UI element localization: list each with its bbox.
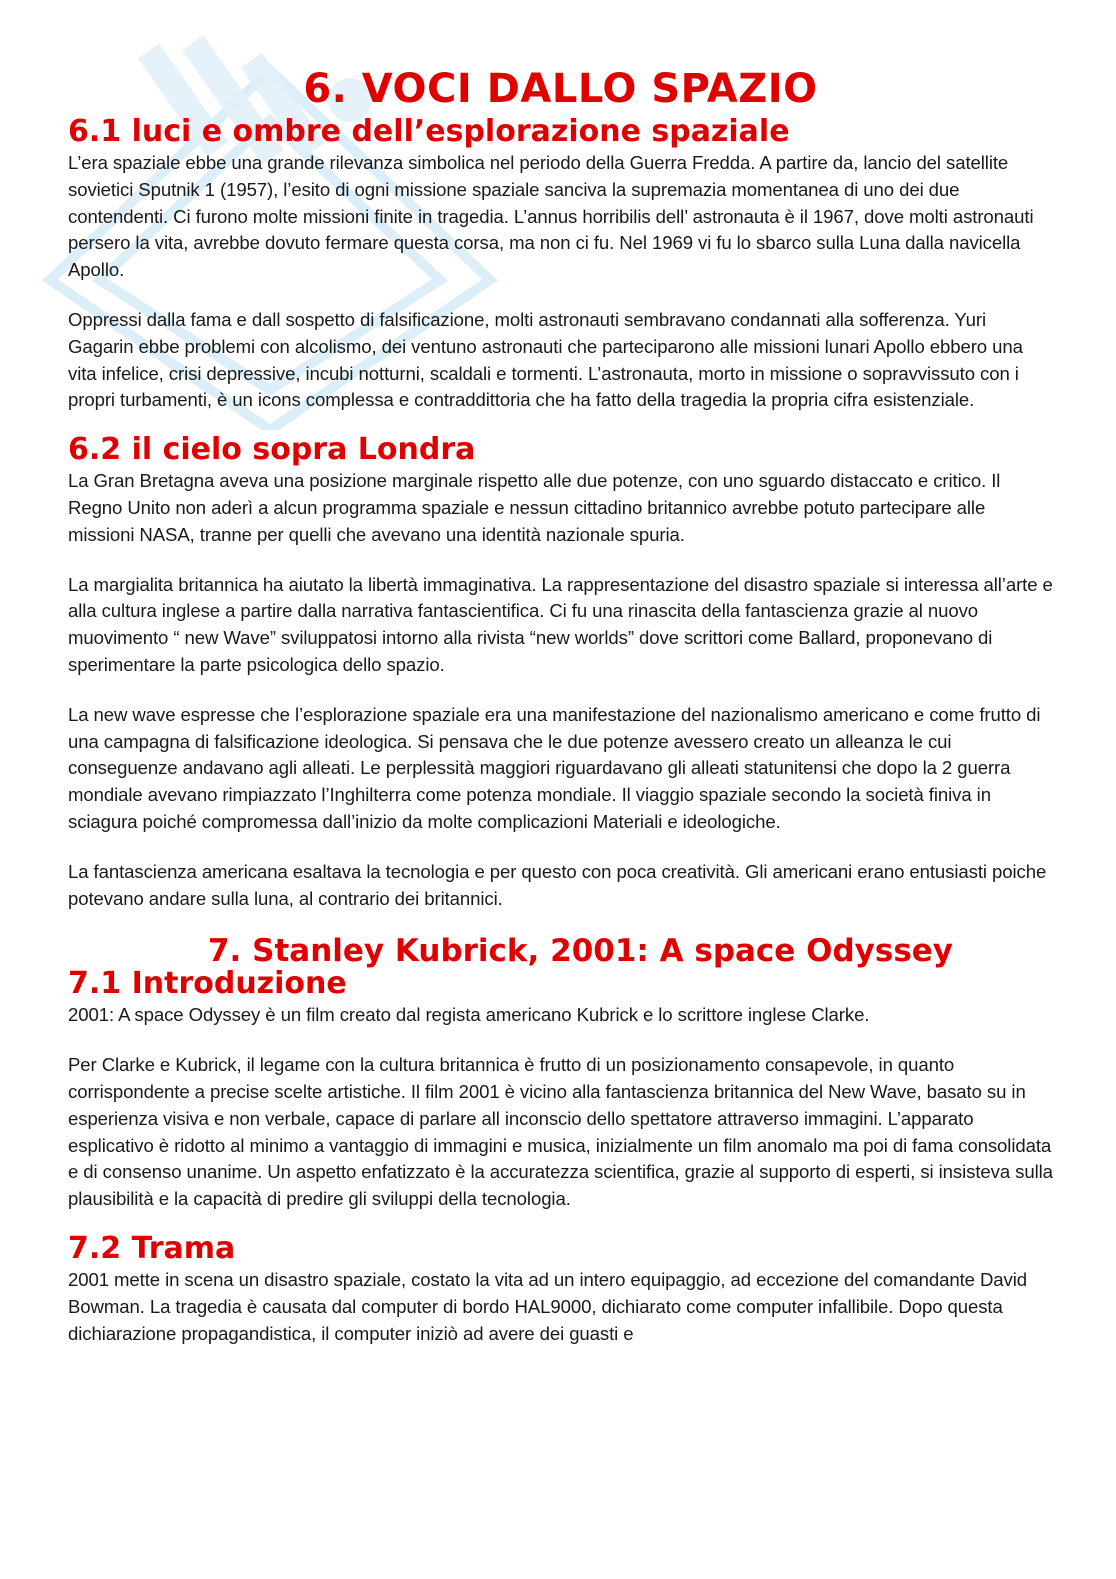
chapter-7-title: 7. Stanley Kubrick, 2001: A space Odyssey: [207, 933, 954, 970]
section-6-2-body: [68, 468, 1053, 912]
paragraph: Per Clarke e Kubrick, il legame con la cultura britannica è frutto di un posizionamento consapevole, in quanto corrispondente a precise scelte artistiche. Il film 2001 è vicino alla fantascienza britannica del New Wave, basato su in esperienza visiva e non verbale, capace di parlare all inconscio dello spettatore attraverso immagini. L’apparato esplicativo è ridotto al minimo a vantaggio di immagini e musica, inizialmente un film anomalo ma poi di fama consolidata e di consenso unanime. Un aspetto enfatizzato è la accuratezza scientifica, grazie al supporto di esperti, si insisteva sulla plausibilità e la capacità di predire gli sviluppi della tecnologia.: [68, 1054, 1053, 1210]
paragraph: La fantascienza americana esaltava la tecnologia e per questo con poca creatività. Gli americani erano entusiasti poiche potevano andare sulla luna, al contrario dei britannici.: [68, 860, 1047, 909]
paragraph: L’era spaziale ebbe una grande rilevanza simbolica nel periodo della Guerra Fredda. A partire da, lancio del satellite sovietici Sputnik 1 (1957), l’esito di ogni missione spaziale sanciva la supremazia momentanea di uno dei due contendenti. Ci furono molte missioni finite in tragedia. L’annus horribilis dell’ astronauta è il 1967, dove molti astronauti persero la vita, avrebbe dovuto fermare questa corsa, ma non ci fu. Nel 1969 vi fu lo sbarco sulla Luna dalla navicella Apollo.: [68, 152, 1034, 281]
section-7-1-title: 7.1 Introduzione: [68, 966, 347, 1002]
section-7-2-title: 7.2 Trama: [68, 1230, 236, 1266]
paragraph: La Gran Bretagna aveva una posizione marginale rispetto alle due potenze, con uno sguardo distaccato e critico. Il Regno Unito non aderì a alcun programma spaziale e nessun cittadino britannico avrebbe potuto partecipare alle missioni NASA, tranne per quelli che avevano una identità nazionale spuria.: [68, 470, 1001, 545]
section-7-1-body: [68, 1002, 1053, 1213]
document-page: [68, 64, 1053, 1347]
paragraph: La margialita britannica ha aiutato la libertà immaginativa. La rappresentazione del disastro spaziale si interessa all’arte e alla cultura inglese a partire dalla narrativa fantascientifica. Ci fu una rinascita della fantascienza grazie al nuovo muovimento “ new Wave” sviluppatosi intorno alla rivista “new worlds” dove scrittori come Ballard, proponevano di sperimentare la parte psicologica dello spazio.: [68, 573, 1053, 675]
section-6-1-body: [68, 150, 1053, 414]
paragraph: 2001: A space Odyssey è un film creato dal regista americano Kubrick e lo scrittore inglese Clarke.: [68, 1004, 870, 1026]
paragraph: 2001 mette in scena un disastro spaziale, costato la vita ad un intero equipaggio, ad eccezione del comandante David Bowman. La tragedia è causata dal computer di bordo HAL9000, dichiarato come computer infallibile. Dopo questa dichiarazione propagandistica, il computer iniziò ad avere dei guasti e: [68, 1268, 1027, 1344]
section-6-2-title: 6.2 il cielo sopra Londra: [68, 432, 476, 468]
paragraph: La new wave espresse che l’esplorazione spaziale era una manifestazione del nazionalismo americano e come frutto di una campagna di falsificazione ideologica. Si pensava che le due potenze avessero creato un alleanza le cui conseguenze andavano agli alleati. Le perplessità maggiori riguardavano gli alleati statunitensi che dopo la 2 guerra mondiale avevano rimpiazzato l’Inghilterra come potenza mondiale. Il viaggio spaziale secondo la società finiva in sciagura poiché compromessa dall’inizio da molte complicazioni Materiali e ideologiche.: [68, 703, 1041, 832]
paragraph: Oppressi dalla fama e dall sospetto di falsificazione, molti astronauti sembravano condannati alla sofferenza. Yuri Gagarin ebbe problemi con alcolismo, dei ventuno astronauti che parteciparono alle missioni lunari Apollo ebbero una vita infelice, crisi depressive, incubi notturni, scaldali e tormenti. L’astronauta, morto in missione o sopravvissuto con i propri turbamenti, è un icons complessa e contraddittoria che ha fatto della tragedia la propria cifra esistenziale.: [68, 308, 1023, 411]
chapter-6-title: 6. VOCI DALLO SPAZIO: [303, 66, 818, 112]
section-6-1-title: 6.1 luci e ombre dell’esplorazione spaziale: [68, 114, 790, 149]
section-7-2-body: [68, 1267, 1053, 1347]
